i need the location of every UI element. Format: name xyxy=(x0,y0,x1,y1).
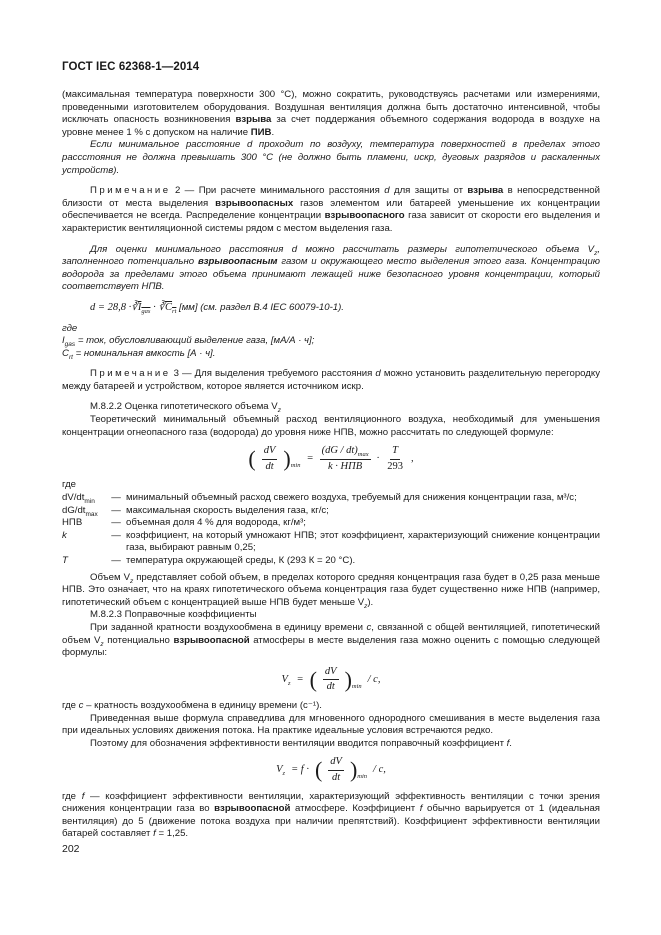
definition-symbol: $dG/dt_{max}$ xyxy=(62,504,98,518)
definition-text: объемная доля 4 % для водорода, кг/м³; xyxy=(126,517,306,529)
paragraph: Поэтому для обозначения эффективности вентиляции вводится поправочный коэффициент f. xyxy=(90,737,512,749)
where-label: где xyxy=(62,322,78,334)
paragraph-italic: Если минимальное расстояние d проходит по воздуху, температура поверхностей в пределах этого рассстояния не должна превышать 300 °C (не должно быть пламени, искр, дуговых разрядов и раскаленных устройств). xyxy=(62,139,600,176)
definition-dash: — xyxy=(111,555,121,566)
paragraph: Приведенная выше формула справедлива для мгновенного однородного смешивания в месте выделения газа при идеальных условиях движения потока. На практике идеальные условия встречаются редко. xyxy=(62,712,600,737)
definition-symbol: T xyxy=(62,555,68,566)
definition-text: максимальная скорость выделения газа, кг/с; xyxy=(126,504,329,516)
definition-dash: — xyxy=(111,529,121,541)
definition-row xyxy=(62,555,600,568)
definition-igas: $I_{gas}$ = ток, обусловливающий выделение газа, [мА/А · ч]; xyxy=(62,335,315,348)
definition-symbol: k xyxy=(62,529,67,541)
page-content xyxy=(62,89,600,841)
formula-flow-rate: ( $\frac{dV}{dt}$ ) min = $\frac{(dG / dt)_{max}}{\text{k · НПВ}}$ · $\frac{T}{293}$ , xyxy=(248,445,414,472)
definition-symbol: $dV/dt_{min}$ xyxy=(62,492,95,505)
definition-text: коэффициент, на который умножают НПВ; этот коэффициент, характеризующий снижение концентрации газа, выбирают равным 0,25; xyxy=(126,529,600,554)
standard-header: ГОСТ IEC 62368-1—2014 xyxy=(62,61,200,73)
definitions-table xyxy=(62,492,600,568)
paragraph-italic: Для оценки минимального расстояния d можно рассчитать размеры гипотетического объема $V_z$, заполненного потенциально взрывоопасным газом и окружающего место выделения этого газа. Концентрацию водорода за пределами этого объема принимают лежащей ниже безопасного уровня концентрации, который соответствует НПВ. xyxy=(62,243,600,293)
page-number: 202 xyxy=(62,843,80,855)
section-heading: M.8.2.3 Поправочные коэффициенты xyxy=(90,609,257,621)
definition-row xyxy=(62,530,600,555)
paragraph: где f — коэффициент эффективности вентиляции, характеризующий эффективность вентиляции с точки зрения снижения концентрации газа во взрывоопасной атмосфере. Коэффициент f обычно варьируется от 1 (идеальная вентиляция) до 5 (движение потока воздуха при наличии препятствий). Коэффициент эффективности вентиляции батарей составляет f = 1,25. xyxy=(62,790,600,840)
where-label: где xyxy=(62,479,77,491)
paragraph: Объем $V_z$ представляет собой объем, в пределах которого средняя концентрация газа будет в 0,25 раза меньше НПВ. Это означает, что на краях гипотетического объема концентрация газа будет существенно ниже НПВ (например, гипотетический объем с концентрацией выше НПВ будет меньше $V_z$). xyxy=(62,571,600,610)
paragraph: Теоретический минимальный объемный расход вентиляционного воздуха, необходимый для уменьшения концентрации огнеопасного газа (водорода) до уровня ниже НПВ, можно рассчитать по следующей формуле: xyxy=(62,414,600,438)
definition-row xyxy=(62,492,600,505)
section-heading: M.8.2.2 Оценка гипотетического объема $V_z$ xyxy=(90,401,281,415)
definition-text: минимальный объемный расход свежего воздуха, требуемый для снижения концентрации газа, м³/с; xyxy=(126,492,577,504)
definition-text: температура окружающей среды, К (293 К = 20 °C). xyxy=(126,555,356,566)
definition-crt: $C_{rt}$ = номинальная вмкость [А · ч]. xyxy=(62,347,216,361)
definition-dash: — xyxy=(111,517,121,529)
paragraph: (максимальная температура поверхности 300 °C), можно сократить, руководствуясь расчетами или измерениями, проведенными изготовителем оборудования. Воздушная вентиляция должна быть достаточно интенсивной, чтобы исключать опасность возникновения взрыва за счет поддержания объемного содержания водорода в воздухе на уровне менее 1 % с допуском на наличие ПИВ. xyxy=(62,89,600,138)
definition-dash: — xyxy=(111,492,121,504)
paragraph: При заданной кратности воздухообмена в единицу времени c, связанной с общей вентиляцией, гипотетический объем $V_z$ потенциально взрывоопасной атмосферы в месте выделения газа можно оценить с помощью следующей формулы: xyxy=(62,621,600,659)
definition-dash: — xyxy=(111,504,121,516)
formula-distance: $d = 28,8 \cdot∛I_{gas}$ · $∛C_{rt}$ [мм] (см. раздел B.4 IEC 60079-10-1). xyxy=(90,301,344,315)
note-3: Примечание 3 — Для выделения требуемого расстояния d можно установить разделительную перегородку между батареей и устройством, которое является источником искр. xyxy=(62,368,600,392)
formula-volume: $V_z$ = ( $\frac{dV}{dt}$ ) min / c, xyxy=(281,665,381,693)
formula-volume-corrected: $V_z$ = f · ( $\frac{dV}{dt}$ ) min / c, xyxy=(276,756,386,783)
paragraph: где c – кратность воздухообмена в единицу времени (c⁻¹). xyxy=(62,699,322,711)
definition-row xyxy=(62,505,600,518)
definition-row xyxy=(62,517,600,530)
note-2: Примечание 2 — При расчете минимального расстояния d для защиты от взрыва в непосредственной близости от места выделения взрывоопасных газов элементом или батареей уменьшение их концентрации обеспечивается не всегда. Распределение концентрации взрывоопасного газа зависит от скорости его выделения и характеристик вентиляционной системы рядом с местом выделения газа. xyxy=(62,185,601,234)
definition-symbol: НПВ xyxy=(62,517,83,529)
